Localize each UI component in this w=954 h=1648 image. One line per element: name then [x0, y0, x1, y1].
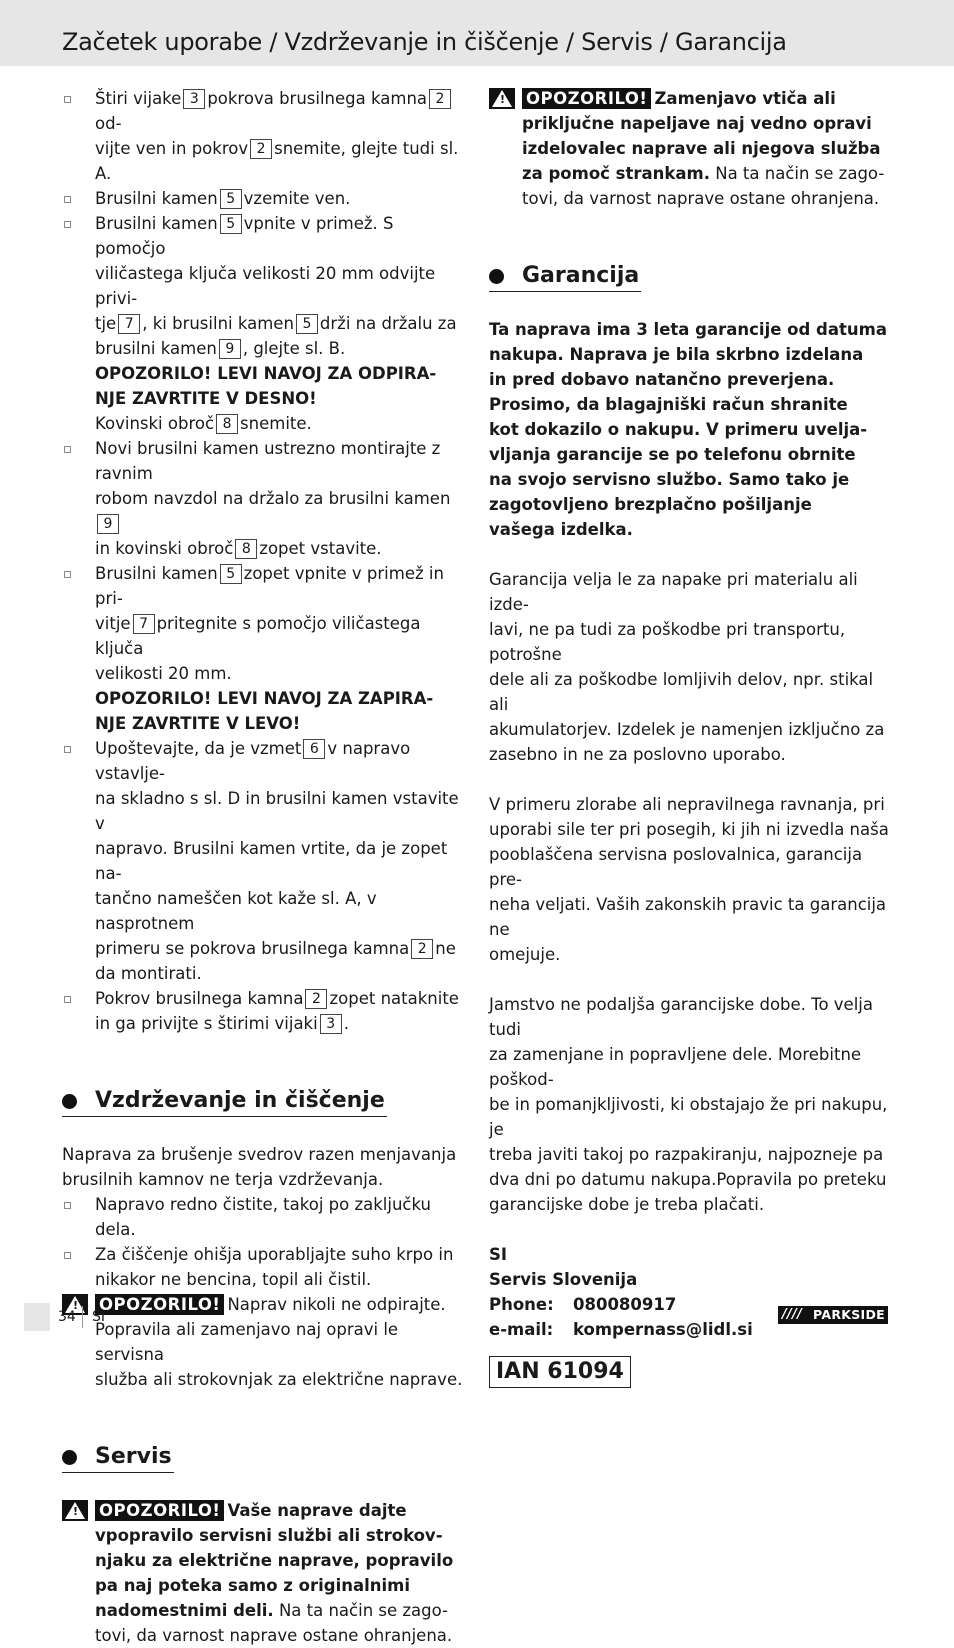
section-heading-service: Servis [62, 1442, 174, 1473]
bullet-dot [62, 1450, 77, 1465]
ref-box: 3 [183, 89, 205, 109]
maintenance-intro: Naprava za brušenje svedrov razen menjavanja brusilnih kamnov ne terja vzdrževanja. [62, 1145, 457, 1189]
maintenance-warning: ! OPOZORILO! Naprav nikoli ne odpirajte. Popravila ali zamenjavo naj opravi le servisna služba ali strokovnjak za električne naprave. [62, 1292, 464, 1392]
warning-triangle-icon: ! [489, 88, 515, 109]
ref-box: 8 [216, 414, 238, 434]
warning-triangle-icon: ! [62, 1294, 88, 1315]
step-mount-new-stone: Novi brusilni kamen ustrezno montirajte z ravnim robom navzdol na držalo za brusilni kamen9 in kovinski obroč 8 zopet vstavite. [62, 436, 464, 561]
ref-box: 5 [220, 189, 242, 209]
step-tighten-screw: Brusilni kamen 5 zopet vpnite v primež in pri- vitje 7 pritegnite s pomočjo viličastega ključa velikosti 20 mm. [62, 561, 464, 686]
ref-box: 9 [97, 514, 119, 534]
warning-triangle-icon: ! [62, 1500, 88, 1521]
step-remove-ring: Kovinski obroč 8 snemite. [95, 414, 312, 433]
ref-box: 3 [320, 1014, 342, 1034]
ref-box: 5 [296, 314, 318, 334]
warranty-extension: Jamstvo ne podaljša garancijske dobe. To velja tudi za zamenjane in popravljene dele. Morebitne poškod- be in pomanjkljivosti, ki obstajajo že pri nakupu, je treba javiti takoj po razpakiranju, najpozneje pa dva dni po datumu nakupa.Popravila po preteku garancijske dobe je treba plačati. [489, 995, 888, 1214]
footer-divider [82, 1306, 83, 1328]
page-title: Začetek uporabe / Vzdrževanje in čiščenje / Servis / Garancija [62, 28, 787, 56]
maintenance-cloth-step: Za čiščenje ohišja uporabljajte suho krpo in nikakor ne bencina, topil ali čistil. [62, 1242, 464, 1292]
ref-box: 8 [235, 539, 257, 559]
ref-box: 5 [220, 564, 242, 584]
ref-box: 6 [303, 739, 325, 759]
email-label: e-mail: [489, 1320, 554, 1339]
phone-number: 080080917 [573, 1295, 677, 1314]
parkside-logo [778, 1306, 888, 1324]
ref-box: 2 [429, 89, 451, 109]
step-remove-stone: Brusilni kamen 5 vzemite ven. [62, 186, 464, 211]
contact-name: Servis Slovenija [489, 1270, 638, 1289]
service-warning: ! OPOZORILO! Vaše naprave dajte vpopravilo servisni službi ali strokov- njaku za električne naprave, popravilo pa naj poteka samo z originalnimi nadomestnimi deli. Na ta način se zago- tovi, da varnost naprave ostane ohranjena. [62, 1498, 464, 1648]
warning-left-thread-open: OPOZORILO! LEVI NAVOJ ZA ODPIRA- NJE ZAVRTITE V DESNO! [95, 364, 437, 408]
section-heading-warranty: Garancija [489, 261, 641, 292]
plug-warning: ! OPOZORILO! Zamenjavo vtiča ali priključne napeljave naj vedno opravi izdelovalec naprave ali njegova služba za pomoč strankam. Na ta način se zago- tovi, da varnost naprave ostane ohranjena. [489, 86, 893, 211]
ref-box: 2 [411, 939, 433, 959]
ref-box: 5 [220, 214, 242, 234]
section-heading-maintenance: Vzdrževanje in čiščenje [62, 1086, 387, 1117]
step-refit-cover: Pokrov brusilnega kamna 2 zopet nataknite in ga privijte s štirimi vijaki 3 . [62, 986, 464, 1036]
ref-box: 7 [118, 314, 140, 334]
left-column [62, 86, 464, 1648]
ref-box: 7 [133, 614, 155, 634]
maintenance-clean-step: Napravo redno čistite, takoj po zaključku dela. [62, 1192, 464, 1242]
bullet-dot [62, 1094, 77, 1109]
email-address: kompernass@lidl.si [573, 1320, 753, 1339]
warranty-scope: Garancija velja le za napake pri materialu ali izde- lavi, ne pa tudi za poškodbe pri transportu, potrošne dele ali za poškodbe lomljivih delov, npr. stikal ali akumulatorjev. Izdelek je namenjen izključno za zasebno in ne za poslovno uporabo. [489, 570, 885, 764]
right-column [489, 86, 893, 1388]
warranty-intro: Ta naprava ima 3 leta garancije od datuma nakupa. Naprava je bila skrbno izdelana in pred dobavo natančno preverjena. Prosimo, da blagajniški račun shranite kot dokazilo o nakupu. V primeru uvelja- vljanja garancije se po telefonu obrnite na svojo servisno službo. Samo tako je zagotovljeno brezplačno pošiljanje vašega izdelka. [489, 320, 887, 539]
warning-label: OPOZORILO! [95, 1294, 224, 1315]
bullet-dot [489, 269, 504, 284]
ref-box: 9 [219, 339, 241, 359]
service-contact [489, 1242, 893, 1342]
ref-box: 2 [305, 989, 327, 1009]
logo-text: PARKSIDE [813, 1307, 885, 1322]
footer-tab-marker [24, 1303, 50, 1331]
logo-slashes: //// [782, 1307, 803, 1322]
ref-box: 2 [250, 139, 272, 159]
page-number: 34 [58, 1309, 76, 1325]
warning-label: OPOZORILO! [522, 88, 651, 109]
contact-country: SI [489, 1245, 508, 1264]
step-spring-check: Upoštevajte, da je vzmet 6 v napravo vstavlje- na skladno s sl. D in brusilni kamen vstavite v napravo. Brusilni kamen vrtite, da je zopet na- tančno nameščen kot kaže sl. A, v nasprotnem primeru se pokrova brusilnega kamna 2 ne da montirati. [62, 736, 464, 986]
warning-left-thread-close: OPOZORILO! LEVI NAVOJ ZA ZAPIRA- NJE ZAVRTITE V LEVO! [95, 689, 434, 733]
ian-number-box: IAN 61094 [489, 1356, 631, 1388]
step-clamp-stone: Brusilni kamen 5 vpnite v primež. S pomočjo viličastega ključa velikosti 20 mm odvijte privi- tje 7 , ki brusilni kamen 5 drži na držalu za brusilni kamen 9 , glejte sl. B. [62, 211, 464, 361]
phone-label: Phone: [489, 1295, 554, 1314]
step-remove-screws: Štiri vijake 3 pokrova brusilnega kamna 2od- vijte ven in pokrov 2 snemite, glejte tudi sl. A. [62, 86, 464, 186]
warning-label: OPOZORILO! [95, 1500, 224, 1521]
warranty-misuse: V primeru zlorabe ali nepravilnega ravnanja, pri uporabi sile ter pri posegih, ki jih ni izvedla naša pooblaščena servisna poslovalnica, garancija pre- neha veljati. Vaših zakonskih pravic ta garancija ne omejuje. [489, 795, 889, 964]
language-code: SI [92, 1309, 106, 1325]
